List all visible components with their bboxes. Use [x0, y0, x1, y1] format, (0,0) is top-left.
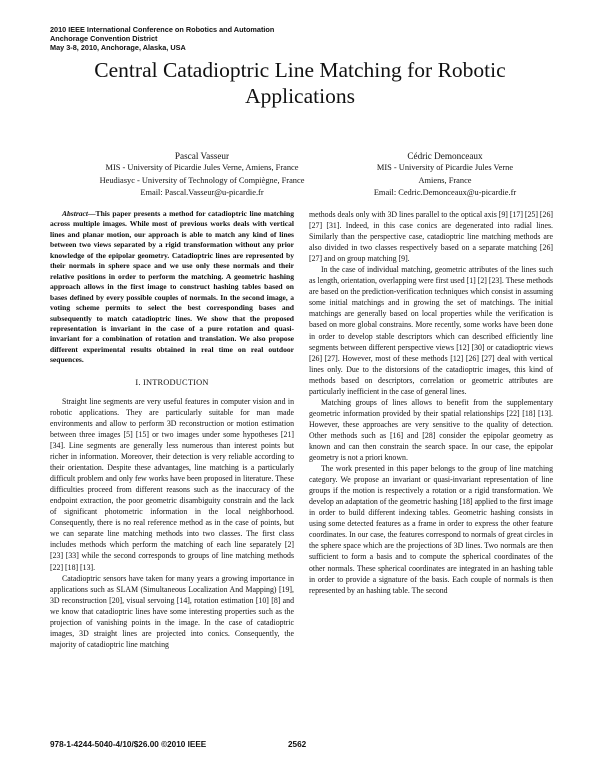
body-paragraph: Matching groups of lines allows to benefit from the supplementary geometric information provided by their spatial relationships [22] [18] [13]. However, these approaches are very sensitive to the quality of detection. Other methods such as [16] and [28] consider the epipolar geometry as known and can then constrain the search space. In our case, the epipolar geometry is not a priori known. [309, 397, 553, 463]
section-heading: I. INTRODUCTION [135, 377, 209, 387]
author-block-1 [82, 150, 322, 200]
abstract-text: —This paper presents a method for catadioptric line matching across multiple images. While most of previous works deals with vertical lines and planar motion, our approach is able to match any kind of lines between two views separated by a rigid transformation without any prior knowledge of the epipolar geometry. Catadioptric lines are represented by their normals in sphere space and we use only these normals and their relative positions in order to perform the matching. A geometric hashing approach allows in the first image to construct hashing tables based on bases defined by every possible couples of normals. In the second image, a voting scheme permits to select the best corresponding bases and subsequently to match catadioptric lines. We show that the proposed representation is invariant in the case of a pure rotation and quasi-invariant for a combination of rotation and translation. We also propose different experimental results obtained in real time on real outdoor sequences. [50, 209, 294, 365]
abstract-label: Abstract [62, 209, 88, 218]
conference-dates: May 3-8, 2010, Anchorage, Alaska, USA [50, 43, 186, 52]
author-block-2 [345, 150, 545, 200]
author-email: Email: Pascal.Vasseur@u-picardie.fr [140, 188, 264, 198]
conference-header [50, 25, 380, 52]
conference-venue: Anchorage Convention District [50, 34, 158, 43]
body-paragraph: The work presented in this paper belongs to the group of line matching category. We propose an invariant or quasi-invariant representation of line groups if the motion is respectively a rotation or a rigid transformation. We develop an adaptation of the geometric hashing [18] applied to the first image in order to build different indexing tables. Geometric hashing consists in using some detected features as a frame in order to express the other feature coordinates. In our case, the features correspond to normals of great circles in the sphere space which are the projections of 3D lines. Two normals are then sufficient to form a basis and to compute the spherical coordinates of the other normals. These spherical coordinates are integrated in an hashing table in order to provide a signature of the basis. Each couple of normals is then represented by an hashing table. The second [309, 464, 553, 595]
paper-title-line1: Central Catadioptric Line Matching for Robotic [94, 58, 506, 82]
body-paragraph: Straight line segments are very useful features in computer vision and in robotic applications. They are particularly suitable for man made environments and allow to perform 3D reconstruction or motion estimation between three images [5] [15] or two images under some hypotheses [21] [34]. Line segments are generally less numerous than interest points but richer in information. Moreover, their detection is very reliable according to their orientation. Despite these advantages, line matching is a particularly difficult problem and only few works have been proposed in literature. These difficulties proceed from different reasons such as the inaccuracy of the endpoint extraction, the poor geometric disambiguity constrain and the lack of significant photometric information in the local neighborhood. Consequently, there is no real reference method as in the case of points, but we can separate line matching methods into two classes. The first class includes methods which perform the matching of each line separately [2] [23] [33] while the second corresponds to groups of line matching methods [22] [18] [13]. [50, 396, 294, 572]
left-column [50, 209, 294, 650]
author-affiliation: MIS - University of Picardie Jules Verne, Amiens, France [105, 163, 299, 173]
author-email: Email: Cedric.Demonceaux@u-picardie.fr [373, 188, 517, 198]
paper-title [40, 57, 560, 109]
body-paragraph: methods deals only with 3D lines parallel to the optical axis [9] [17] [25] [26] [27] [31]. Indeed, in this case conics are degenerated into radial lines. Similarly than the perspective case, catadioptric line matching methods are also divided in two classes respectively based on a separate matching [26] [27] and on group matching [9]. [309, 210, 553, 264]
page-number: 2562 [288, 740, 307, 749]
paper-title-line2: Applications [245, 84, 355, 108]
author-affiliation: Amiens, France [418, 175, 472, 185]
author-name: Pascal Vasseur [174, 151, 230, 161]
author-affiliation: MIS - University of Picardie Jules Verne [376, 163, 514, 173]
body-paragraph: Catadioptric sensors have taken for many years a growing importance in applications such as SLAM (Simultaneous Localization And Mapping) [19], 3D reconstruction [20], visual servoing [14], rotation estimation [10] [8] and we know that catadioptric lines have some interesting properties such as the projection of vanishing points in the image. In the case of catadioptric images, 3D straight lines are projected into conics. Consequently, the majority of catadioptric line matching [50, 573, 294, 649]
author-name: Cédric Demonceaux [407, 151, 483, 161]
author-affiliation: Heudiasyc - University of Technology of Compiègne, France [99, 175, 305, 185]
body-paragraph: In the case of individual matching, geometric attributes of the lines such as length, orientation, overlapping were first used [1] [2] [23]. These methods are based on the prediction-verification techniques which consist in assuming some initial matchings and in growing the set of matchings. The initial matchings are generally based on local properties while the verification is based on more global constrains. More recently, some works have been done in order to develop stable descriptors which can described efficiently line segments between different perspective views [12] [30] or catadioptric views [26] [27]. However, most of these methods [12] [26] [27] deal with vertical lines only. Due to the distorsions of the catadioptric images, this kind of methods based on descriptors, correlation or geometric attributes are particularly inefficient in the case of general lines. [309, 265, 553, 396]
conference-name: 2010 IEEE International Conference on Robotics and Automation [50, 25, 275, 34]
abstract [50, 209, 294, 366]
right-column [309, 209, 553, 596]
footer-isbn: 978-1-4244-5040-4/10/$26.00 ©2010 IEEE [50, 740, 207, 749]
